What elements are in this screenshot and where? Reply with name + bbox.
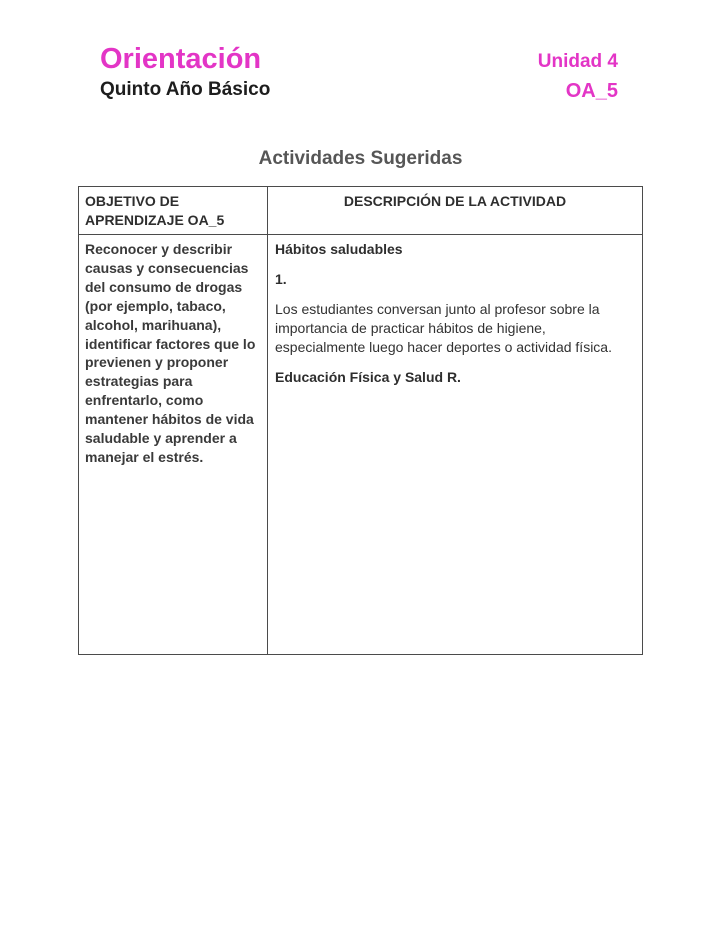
header-left (100, 42, 270, 101)
unit-label: Unidad 4 (537, 51, 618, 72)
activity-number: 1. (275, 271, 287, 287)
activity-reference: Educación Física y Salud R. (275, 369, 461, 385)
oa-code-label: OA_5 (565, 80, 618, 102)
activity-paragraph: Los estudiantes conversan junto al profesor sobre la importancia de practicar hábitos de higiene, especialmente luego hacer deportes o actividad física. (275, 301, 612, 355)
table-row (79, 235, 643, 655)
table-header-row (79, 187, 643, 235)
column-header-objective: OBJETIVO DE APRENDIZAJE OA_5 (79, 187, 268, 235)
activity-heading: Hábitos saludables (275, 241, 403, 257)
objective-cell: Reconocer y describir causas y consecuencias del consumo de drogas (por ejemplo, tabaco, alcohol, marihuana), identificar factores que lo previenen y proponer estrategias para enfrentarlo, como mantener hábitos de vida saludable y aprender a manejar el estrés. (79, 235, 268, 655)
column-header-description: DESCRIPCIÓN DE LA ACTIVIDAD (268, 187, 643, 235)
document-subtitle: Quinto Año Básico (100, 79, 271, 100)
header-right (538, 51, 618, 103)
document-title: Orientación (100, 43, 262, 75)
description-cell (268, 235, 643, 655)
section-title: Actividades Sugeridas (258, 148, 463, 169)
activities-table (78, 186, 643, 655)
